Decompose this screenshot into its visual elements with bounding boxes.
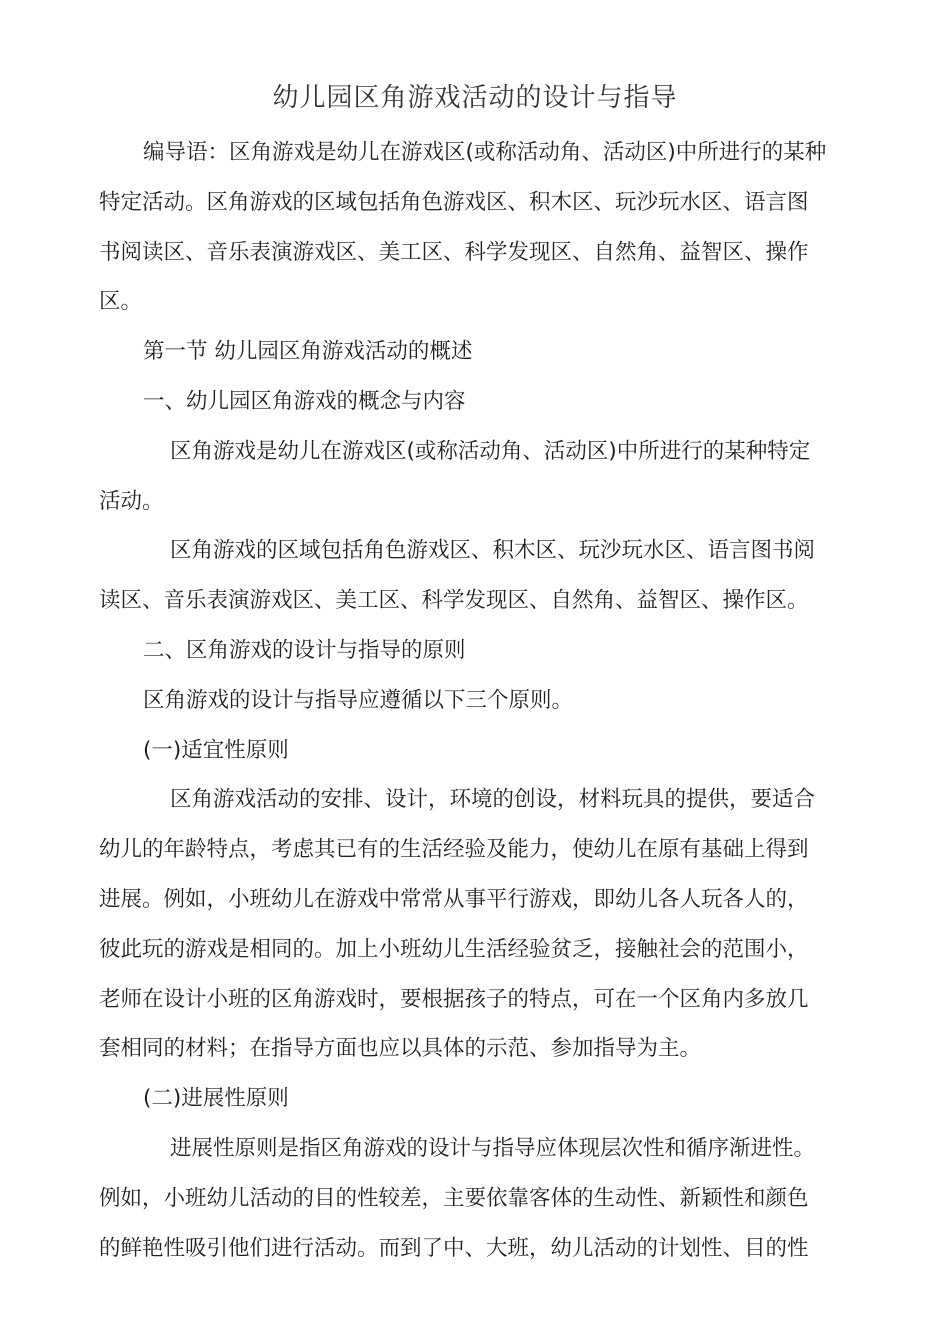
paragraph-line: 活动。 (99, 488, 164, 514)
principle-heading: (一)适宜性原则 (143, 737, 289, 763)
paragraph-line: 老师在设计小班的区角游戏时，要根据孩子的特点，可在一个区角内多放几 (99, 986, 809, 1012)
paragraph-line: 进展性原则是指区角游戏的设计与指导应体现层次性和循序渐进性。 (170, 1135, 816, 1161)
subsection-heading: 二、区角游戏的设计与指导的原则 (143, 637, 466, 663)
subsection-heading: 一、幼儿园区角游戏的概念与内容 (143, 388, 466, 414)
paragraph-line: 套相同的材料；在指导方面也应以具体的示范、参加指导为主。 (99, 1036, 702, 1062)
paragraph-line: 区角游戏是幼儿在游戏区(或称活动角、活动区)中所进行的某种特定 (170, 438, 811, 464)
principle-heading: (二)进展性原则 (143, 1086, 289, 1112)
paragraph-line: 特定活动。区角游戏的区域包括角色游戏区、积木区、玩沙玩水区、语言图 (99, 189, 809, 215)
paragraph-line: 读区、音乐表演游戏区、美工区、科学发现区、自然角、益智区、操作区。 (99, 588, 809, 614)
paragraph-line: 区角游戏活动的安排、设计，环境的创设，材料玩具的提供，要适合 (170, 787, 816, 813)
paragraph-line: 彼此玩的游戏是相同的。加上小班幼儿生活经验贫乏，接触社会的范围小， (99, 936, 809, 962)
paragraph-line: 编导语：区角游戏是幼儿在游戏区(或称活动角、活动区)中所进行的某种 (143, 140, 827, 165)
paragraph-line: 书阅读区、音乐表演游戏区、美工区、科学发现区、自然角、益智区、操作 (99, 239, 809, 265)
section-heading: 第一节 幼儿园区角游戏活动的概述 (143, 339, 473, 365)
document-title: 幼儿园区角游戏活动的设计与指导 (272, 83, 678, 113)
paragraph-line: 区角游戏的区域包括角色游戏区、积木区、玩沙玩水区、语言图书阅 (170, 538, 816, 564)
paragraph-line: 进展。例如，小班幼儿在游戏中常常从事平行游戏，即幼儿各人玩各人的， (99, 886, 809, 912)
paragraph-line: 区。 (99, 289, 143, 315)
document-body (99, 128, 859, 1273)
paragraph-line: 例如，小班幼儿活动的目的性较差，主要依靠客体的生动性、新颖性和颜色 (99, 1185, 809, 1211)
paragraph-line: 幼儿的年龄特点，考虑其已有的生活经验及能力，使幼儿在原有基础上得到 (99, 837, 809, 863)
paragraph-line: 区角游戏的设计与指导应遵循以下三个原则。 (143, 687, 574, 713)
paragraph-line: 的鲜艳性吸引他们进行活动。而到了中、大班，幼儿活动的计划性、目的性 (99, 1235, 809, 1261)
